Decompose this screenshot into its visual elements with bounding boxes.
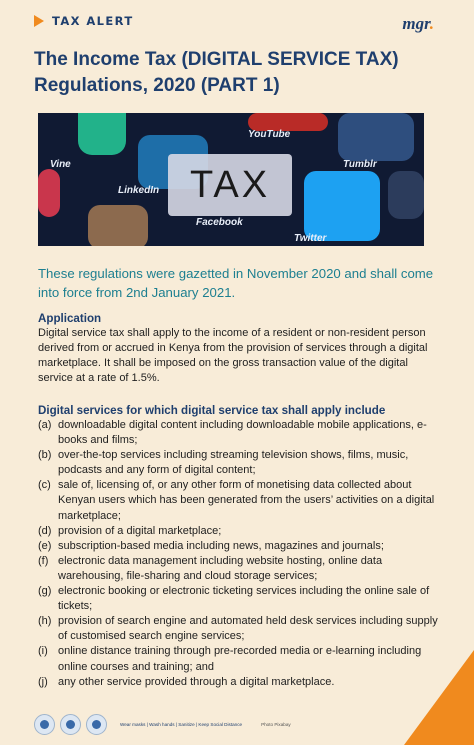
hero-app-label: Vine: [50, 159, 71, 170]
application-heading: Application: [38, 312, 102, 325]
list-item: (a) downloadable digital content including downloadable mobile applications, e-books and films;: [38, 419, 427, 447]
list-item: (d) provision of a digital marketplace;: [38, 524, 222, 537]
app-icon: [388, 171, 424, 219]
instagram-icon: [88, 205, 148, 246]
tumblr-icon: [338, 113, 414, 161]
hero-app-label: LinkedIn: [118, 185, 160, 196]
logo-text: mgr: [402, 14, 430, 33]
social-distance-icon: [86, 714, 107, 735]
photo-credit: Photo Pixabay: [261, 722, 291, 727]
section-header: [34, 14, 134, 28]
app-icon: [38, 169, 60, 217]
hero-app-label: YouTube: [248, 129, 291, 140]
list-item: (h) provision of search engine and automated held desk services including supply of customised search engine services;: [38, 615, 438, 643]
services-list: [38, 418, 438, 690]
page-title: The Income Tax (DIGITAL SERVICE TAX) Regulations, 2020 (PART 1): [34, 49, 399, 96]
safety-message: Wear masks | Wash hands | Sanitize | Keep Social Distance: [120, 722, 243, 727]
list-item: (e) subscription-based media including news, magazines and journals;: [38, 539, 384, 552]
list-item: (i) online distance training through pre-recorded media or e-learning including online courses and training; and: [38, 645, 422, 673]
vine-icon: [78, 113, 126, 155]
list-item: (f) electronic data management including website hosting, online data warehousing, file-sharing and cloud storage services;: [38, 554, 383, 582]
play-arrow-icon: [34, 15, 44, 27]
list-item: (b) over-the-top services including streaming television shows, films, music, podcasts and any form of digital content;: [38, 449, 409, 477]
company-logo: mgr.: [402, 14, 434, 33]
hero-app-label: Tumblr: [343, 159, 377, 170]
application-body: Digital service tax shall apply to the income of a resident or non-resident person derived from or accrued in Kenya from the provision of services through a digital marketplace. It shall be imposed on the gross transaction value of the digital service at a rate of 1.5%.: [38, 327, 428, 385]
mask-icon: [34, 714, 55, 735]
hero-app-label: Twitter: [294, 233, 327, 244]
hero-image: [38, 113, 424, 246]
hero-app-label: Facebook: [196, 217, 243, 228]
footer: [34, 714, 291, 735]
services-heading: Digital services for which digital service tax shall apply include: [38, 404, 386, 417]
list-item: (g) electronic booking or electronic ticketing services including the online sale of tickets;: [38, 585, 430, 613]
list-item: (c) sale of, licensing of, or any other form of monetising data collected about Kenyan users which has been generated from the users’ activities on a digital marketplace;: [38, 479, 435, 522]
hand-wash-icon: [60, 714, 81, 735]
twitter-icon: [304, 171, 380, 241]
list-item: (j) any other service provided through a digital marketplace.: [38, 675, 335, 688]
tax-alert-label: TAX ALERT: [52, 14, 134, 28]
intro-text: These regulations were gazetted in November 2020 and shall come into force from 2nd January 2021.: [38, 266, 434, 300]
tax-sign: TAX: [168, 154, 292, 216]
corner-decoration: [404, 650, 474, 745]
